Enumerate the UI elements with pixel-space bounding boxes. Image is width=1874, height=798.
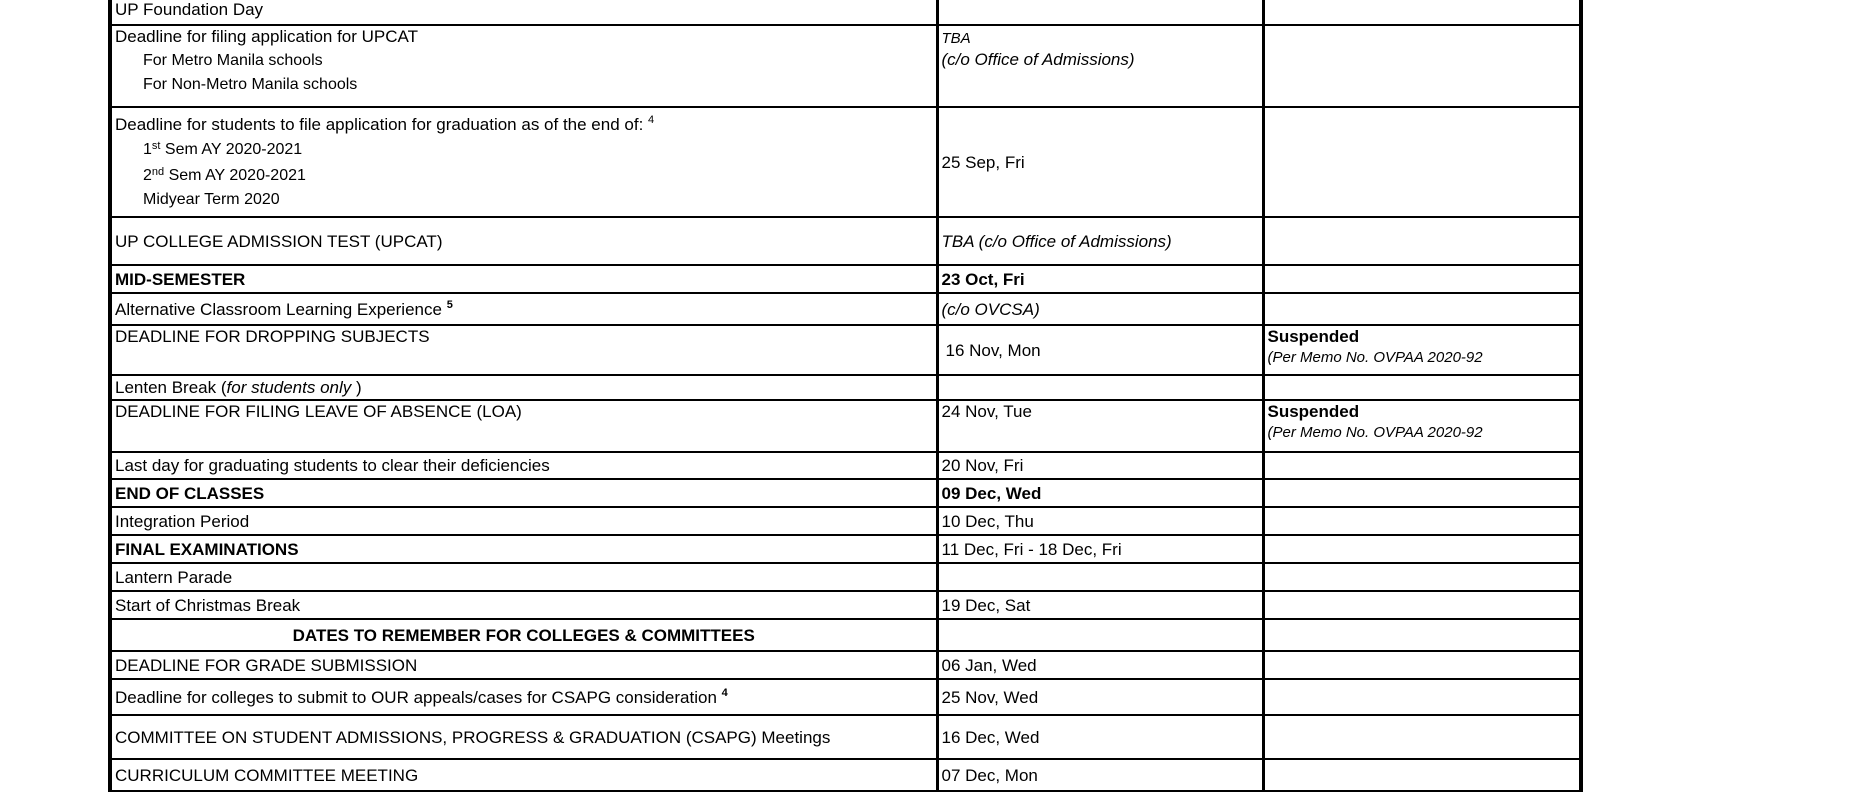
date-cell: 10 Dec, Thu [937, 507, 1263, 535]
remarks-cell [1263, 25, 1581, 107]
remarks-cell [1263, 619, 1581, 651]
date-cell: 06 Jan, Wed [937, 651, 1263, 679]
table-row [110, 217, 1581, 265]
remarks-cell: Suspended (Per Memo No. OVPAA 2020-92 [1263, 400, 1581, 452]
event-cell: CURRICULUM COMMITTEE MEETING [110, 759, 937, 791]
status-badge: Suspended [1267, 327, 1360, 346]
table-row [110, 0, 1581, 25]
table-row [110, 679, 1581, 715]
remarks-cell [1263, 715, 1581, 759]
remarks-cell [1263, 0, 1581, 25]
remarks-cell [1263, 452, 1581, 479]
event-cell: DEADLINE FOR GRADE SUBMISSION [110, 651, 937, 679]
table-row [110, 507, 1581, 535]
event-cell: Deadline for students to file application for graduation as of the end of: $^4$ 1st Sem AY 2020-2021 2nd Sem AY 2020-2021 Midyear Term 2020 [110, 107, 937, 217]
event-cell: Lantern Parade [110, 563, 937, 591]
date-cell: TBA (c/o Office of Admissions) [937, 217, 1263, 265]
remarks-cell [1263, 679, 1581, 715]
date-cell: 25 Sep, Fri [937, 107, 1263, 217]
event-cell: FINAL EXAMINATIONS [110, 535, 937, 563]
academic-calendar-table [108, 0, 1583, 792]
remarks-cell [1263, 759, 1581, 791]
date-cell: (c/o OVCSA) [937, 293, 1263, 325]
status-badge: Suspended [1267, 402, 1360, 421]
event-cell: Integration Period [110, 507, 937, 535]
remarks-cell: Suspended (Per Memo No. OVPAA 2020-92 [1263, 325, 1581, 375]
remarks-cell [1263, 479, 1581, 507]
remarks-cell [1263, 293, 1581, 325]
table-row [110, 107, 1581, 217]
date-cell: 25 Nov, Wed [937, 679, 1263, 715]
table-row [110, 591, 1581, 619]
table-row [110, 479, 1581, 507]
event-cell: Start of Christmas Break [110, 591, 937, 619]
date-cell: 07 Dec, Mon [937, 759, 1263, 791]
date-cell: 19 Dec, Sat [937, 591, 1263, 619]
remarks-cell [1263, 507, 1581, 535]
table-row [110, 25, 1581, 107]
date-cell [937, 0, 1263, 25]
table-row [110, 265, 1581, 293]
date-cell: 24 Nov, Tue [937, 400, 1263, 452]
remarks-cell [1263, 651, 1581, 679]
event-cell: Lenten Break (for students only ) [110, 375, 937, 400]
event-cell: DEADLINE FOR DROPPING SUBJECTS [110, 325, 937, 375]
remarks-cell [1263, 375, 1581, 400]
date-cell [937, 375, 1263, 400]
remarks-cell [1263, 535, 1581, 563]
remarks-cell [1263, 217, 1581, 265]
date-cell: TBA (c/o Office of Admissions) [937, 25, 1263, 107]
remarks-cell [1263, 563, 1581, 591]
table-row [110, 400, 1581, 452]
table-row [110, 452, 1581, 479]
remarks-cell [1263, 265, 1581, 293]
remarks-cell [1263, 107, 1581, 217]
date-cell [937, 563, 1263, 591]
table-row [110, 293, 1581, 325]
date-cell [937, 619, 1263, 651]
table-row [110, 563, 1581, 591]
event-cell: COMMITTEE ON STUDENT ADMISSIONS, PROGRESS & GRADUATION (CSAPG) Meetings [110, 715, 937, 759]
table-row [110, 325, 1581, 375]
remarks-cell [1263, 591, 1581, 619]
date-cell: 16 Nov, Mon [937, 325, 1263, 375]
date-cell: 16 Dec, Wed [937, 715, 1263, 759]
table-row [110, 759, 1581, 791]
event-cell: UP Foundation Day [110, 0, 937, 25]
event-cell: UP COLLEGE ADMISSION TEST (UPCAT) [110, 217, 937, 265]
section-heading: DATES TO REMEMBER FOR COLLEGES & COMMITTEES [110, 619, 937, 651]
event-cell: MID-SEMESTER [110, 265, 937, 293]
event-cell: Alternative Classroom Learning Experience $^5$ [110, 293, 937, 325]
event-cell: END OF CLASSES [110, 479, 937, 507]
date-cell: 20 Nov, Fri [937, 452, 1263, 479]
event-cell: DEADLINE FOR FILING LEAVE OF ABSENCE (LOA) [110, 400, 937, 452]
table-row [110, 651, 1581, 679]
date-cell: 09 Dec, Wed [937, 479, 1263, 507]
event-cell: Deadline for colleges to submit to OUR appeals/cases for CSAPG consideration $^4$ [110, 679, 937, 715]
table-row [110, 535, 1581, 563]
event-cell: Last day for graduating students to clear their deficiencies [110, 452, 937, 479]
event-cell: Deadline for filing application for UPCAT For Metro Manila schools For Non-Metro Manila schools [110, 25, 937, 107]
date-cell: 23 Oct, Fri [937, 265, 1263, 293]
section-header-row [110, 619, 1581, 651]
table-row [110, 715, 1581, 759]
date-cell: 11 Dec, Fri - 18 Dec, Fri [937, 535, 1263, 563]
table-row [110, 375, 1581, 400]
